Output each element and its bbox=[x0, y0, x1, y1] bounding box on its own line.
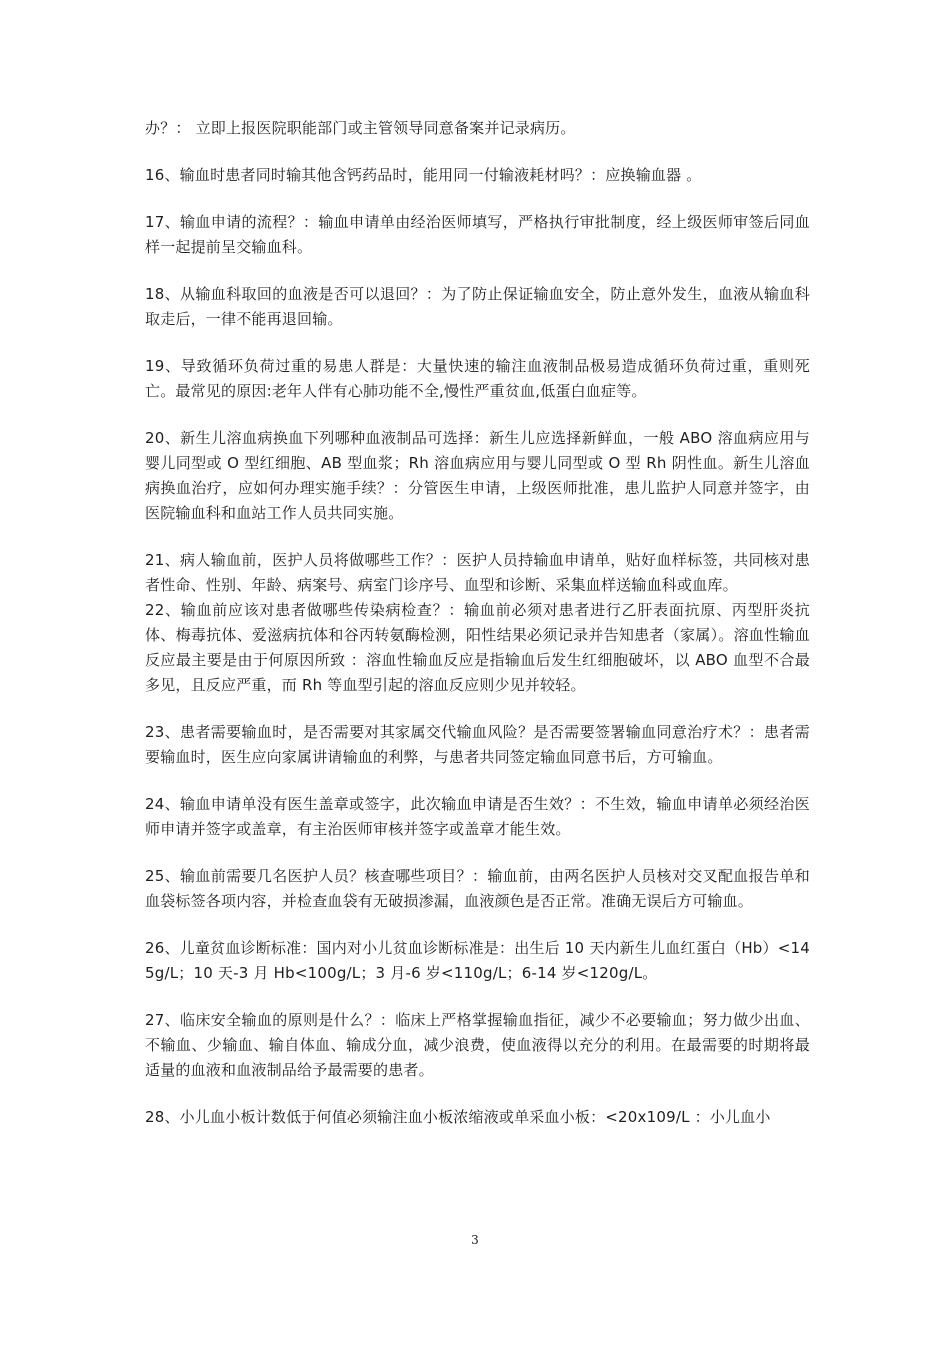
paragraph-23: 23、患者需要输血时，是否需要对其家属交代输血风险？是否需要签署输血同意治疗术？：患者需要输血时，医生应向家属讲请输血的利弊，与患者共同签定输血同意书后，方可输血。 bbox=[145, 723, 810, 766]
paragraph-17: 17、输血申请的流程？：输血申请单由经治医师填写，严格执行审批制度，经上级医师审签后同血样一起提前呈交输血科。 bbox=[145, 213, 810, 256]
paragraph-26: 26、儿童贫血诊断标准：国内对小儿贫血诊断标准是：出生后 10 天内新生儿血红蛋白（Hb）<145g/L；10 天-3 月 Hb<100g/L；3 月-6 岁<110g/L；6-14 岁<120g/L。 bbox=[145, 939, 810, 982]
paragraph-18: 18、从输血科取回的血液是否可以退回？：为了防止保证输血安全，防止意外发生，血液从输血科取走后，一律不能再退回输。 bbox=[145, 285, 810, 328]
page-number: 3 bbox=[471, 1233, 479, 1247]
paragraph-20: 20、新生儿溶血病换血下列哪种血液制品可选择：新生儿应选择新鲜血，一般 ABO 溶血病应用与婴儿同型或 O 型红细胞、AB 型血浆；Rh 溶血病应用与婴儿同型或 O 型 Rh 阴性血。新生儿溶血病换血治疗，应如何办理实施手续？：分管医生申请，上级医师批准，患儿监护人同意并签字，由医院输血科和血站工作人员共同实施。 bbox=[145, 429, 810, 522]
paragraph-19: 19、导致循环负荷过重的易患人群是：大量快速的输注血液制品极易造成循环负荷过重，重则死亡。最常见的原因:老年人伴有心肺功能不全,慢性严重贫血,低蛋白血症等。 bbox=[145, 357, 810, 400]
paragraph-16: 16、输血时患者同时输其他含钙药品时，能用同一付输液耗材吗？：应换输血器 。 bbox=[145, 166, 702, 184]
paragraph-27: 27、临床安全输血的原则是什么？：临床上严格掌握输血指征，减少不必要输血；努力做少出血、不输血、少输血、输自体血、输成分血，减少浪费，使血液得以充分的利用。在最需要的时期将最适量的血液和血液制品给予最需要的患者。 bbox=[145, 1011, 810, 1079]
document-body bbox=[145, 116, 810, 1152]
paragraph-25: 25、输血前需要几名医护人员？核查哪些项目？：输血前，由两名医护人员核对交叉配血报告单和血袋标签各项内容，并检查血袋有无破损渗漏，血液颜色是否正常。准确无误后方可输血。 bbox=[145, 867, 810, 910]
paragraph-22: 22、输血前应该对患者做哪些传染病检查？：输血前必须对患者进行乙肝表面抗原、丙型肝炎抗体、梅毒抗体、爱滋病抗体和谷丙转氨酶检测，阳性结果必须记录并告知患者（家属）。溶血性输血反应最主要是由于何原因所致 ：溶血性输血反应是指输血后发生红细胞破坏，以 ABO 血型不合最多见，且反应严重，而 Rh 等血型引起的溶血反应则少见并较轻。 bbox=[145, 601, 810, 694]
paragraph-24: 24、输血申请单没有医生盖章或签字，此次输血申请是否生效？：不生效，输血申请单必须经治医师申请并签字或盖章，有主治医师审核并签字或盖章才能生效。 bbox=[145, 795, 810, 838]
paragraph-continuation: 办？： 立即上报医院职能部门或主管领导同意备案并记录病历。 bbox=[145, 119, 576, 137]
paragraph-21: 21、病人输血前，医护人员将做哪些工作？：医护人员持输血申请单，贴好血样标签，共同核对患者性命、性别、年龄、病案号、病室门诊序号、血型和诊断、采集血样送输血科或血库。 bbox=[145, 551, 810, 594]
paragraph-28: 28、小儿血小板计数低于何值必须输注血小板浓缩液或单采血小板：<20x109/L ：小儿血小 bbox=[145, 1108, 771, 1126]
